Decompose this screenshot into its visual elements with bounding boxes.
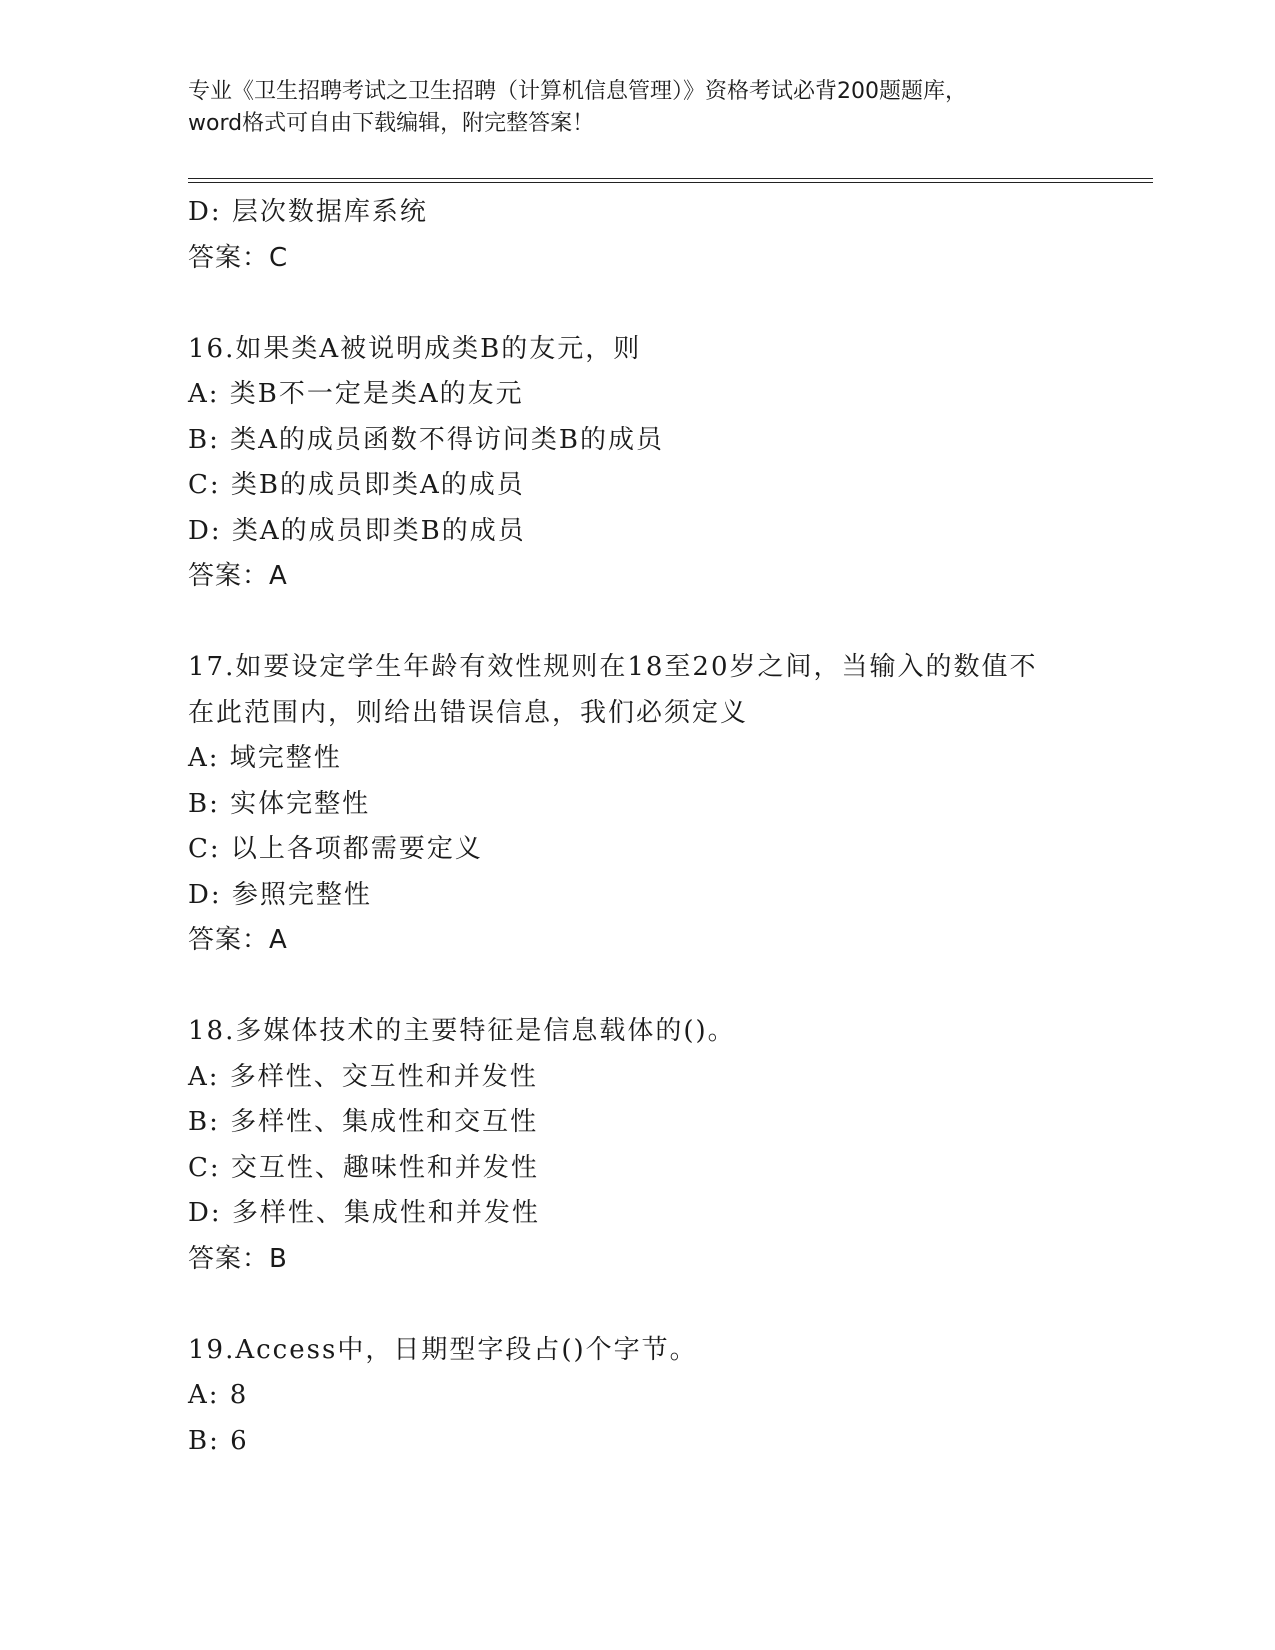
spacer [188,600,1148,646]
spacer [188,1282,1148,1328]
question-text: 16.如果类A被说明成类B的友元，则 [188,333,642,364]
document-header [188,76,1088,140]
option-d: D: 类A的成员即类B的成员 [188,515,526,546]
option-b: B: 实体完整性 [188,788,371,819]
question-16 [188,327,1148,600]
question-list [188,190,1148,1464]
question-18 [188,1009,1148,1282]
question-text-line-1: 17.如要设定学生年龄有效性规则在18至20岁之间，当输入的数值不 [188,652,1038,682]
option-a: A: 多样性、交互性和并发性 [188,1061,538,1092]
option-b: B: 类A的成员函数不得访问类B的成员 [188,424,665,455]
option-a: A: 类B不一定是类A的友元 [188,379,524,409]
spacer [188,281,1148,327]
option-b: B: 多样性、集成性和交互性 [188,1107,539,1137]
answer-line: 答案：A [188,561,288,591]
option-d: D: 多样性、集成性和并发性 [188,1198,540,1228]
header-divider-top [188,178,1153,179]
question-text: 18.多媒体技术的主要特征是信息载体的()。 [188,1016,736,1046]
option-c: C: 类B的成员即类A的成员 [188,470,525,500]
question-text: 19.Access中，日期型字段占()个字节。 [188,1334,698,1365]
header-title-line-2: word格式可自由下载编辑，附完整答案！ [188,111,595,136]
question-17 [188,645,1148,964]
answer-line: 答案：C [188,242,289,273]
answer-line: 答案：B [188,1243,288,1274]
spacer [188,964,1148,1010]
option-c: C: 交互性、趣味性和并发性 [188,1152,539,1183]
header-divider-bottom [188,182,1153,183]
option-c: C: 以上各项都需要定义 [188,834,483,864]
answer-line: 答案：A [188,925,288,955]
question-text-line-2: 在此范围内，则给出错误信息，我们必须定义 [188,697,749,728]
option-b: B: 6 [188,1425,249,1456]
question-15-tail [188,190,1148,281]
option-d: D: 参照完整性 [188,879,372,910]
option-a: A: 域完整性 [188,743,342,773]
option-a: A: 8 [188,1380,249,1410]
option-d: D: 层次数据库系统 [188,197,428,227]
question-19 [188,1328,1148,1465]
header-title-line-1: 专业《卫生招聘考试之卫生招聘（计算机信息管理）》资格考试必背200题题库， [188,79,967,104]
